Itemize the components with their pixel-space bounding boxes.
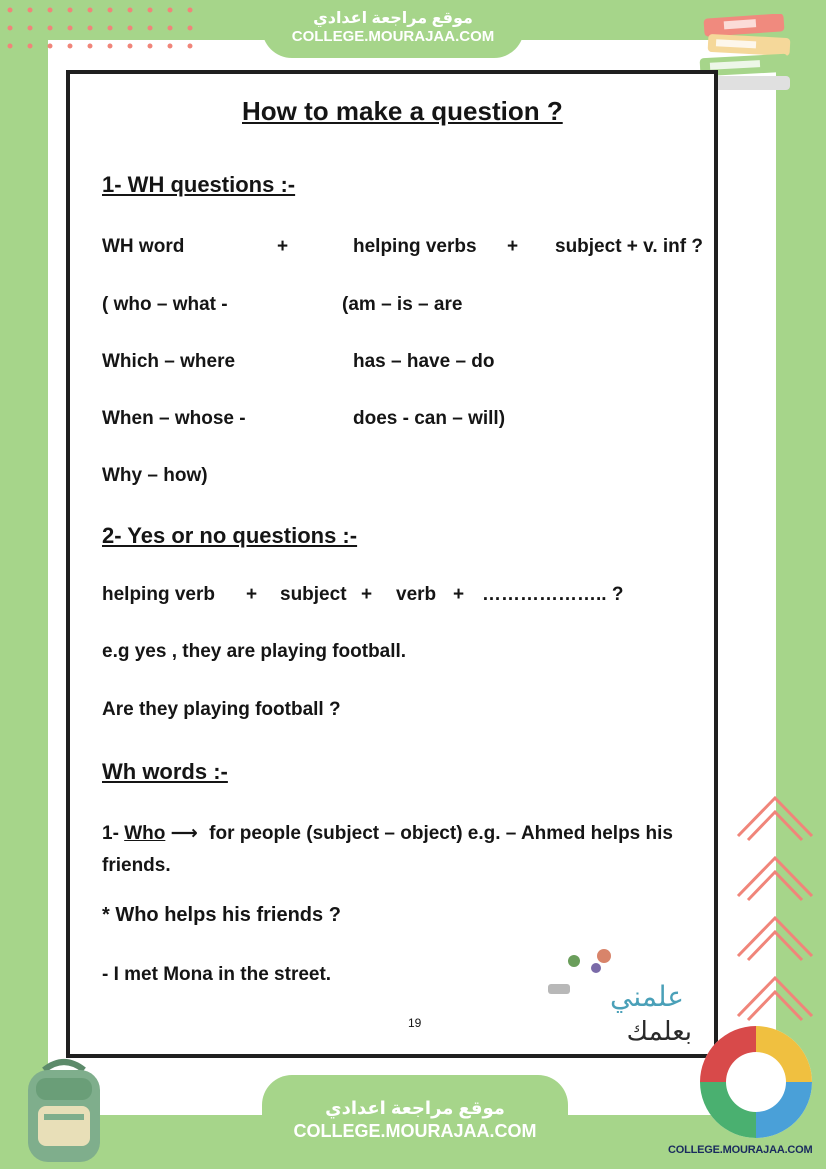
top-banner-url[interactable]: COLLEGE.MOURAJAA.COM bbox=[291, 28, 495, 45]
wh-list-row-1: ( who – what - bbox=[102, 294, 228, 315]
backpack-icon bbox=[14, 1056, 114, 1166]
helping-list-row-2: has – have – do bbox=[353, 351, 495, 372]
logo-text-1: علمني bbox=[610, 980, 684, 1013]
yesno-subject: subject bbox=[280, 584, 347, 605]
who-item bbox=[102, 823, 673, 845]
who-item-prefix: 1- bbox=[102, 823, 125, 844]
subjects-wheel-icon bbox=[694, 1022, 818, 1142]
yesno-blank: ……………….. ? bbox=[482, 584, 624, 605]
who-question: * Who helps his friends ? bbox=[102, 904, 341, 926]
yesno-verb: verb bbox=[396, 584, 437, 605]
helping-list-row-3: does - can – will) bbox=[353, 408, 506, 429]
formula-subject-verb: subject + v. inf ? bbox=[555, 236, 703, 257]
section2-heading: 2- Yes or no questions :- bbox=[102, 523, 358, 548]
decorative-dots bbox=[0, 0, 210, 60]
who-item-text-cont: friends. bbox=[102, 855, 171, 876]
section1-heading: 1- WH questions :- bbox=[102, 172, 296, 197]
section3-heading: Wh words :- bbox=[102, 759, 228, 784]
page-number: 19 bbox=[408, 1016, 422, 1030]
logo-text-2: بعلمك bbox=[626, 1017, 692, 1046]
example-question: Are they playing football ? bbox=[102, 699, 341, 720]
yesno-plus-3: + bbox=[453, 584, 465, 605]
who-item-text: for people (subject – object) e.g. – Ahmed helps his bbox=[209, 823, 673, 844]
wh-list-row-4: Why – how) bbox=[102, 465, 208, 486]
formula-plus-1: + bbox=[277, 236, 289, 257]
formula-wh-word: WH word bbox=[102, 236, 185, 257]
top-banner-arabic: موقع مراجعة اعدادي bbox=[313, 10, 473, 27]
page-title: How to make a question ? bbox=[242, 96, 563, 126]
worksheet-page bbox=[66, 70, 718, 1058]
chevron-up-icons bbox=[730, 788, 820, 1048]
arrow-icon: ⟶ bbox=[170, 823, 198, 844]
yesno-helping-verb: helping verb bbox=[102, 584, 215, 605]
top-banner bbox=[262, 0, 524, 58]
allamni-logo bbox=[544, 946, 704, 1046]
bottom-banner-arabic: موقع مراجعة اعدادي bbox=[325, 1098, 505, 1118]
wh-list-row-3: When – whose - bbox=[102, 408, 246, 429]
bottom-banner bbox=[262, 1075, 568, 1169]
example-answer: e.g yes , they are playing football. bbox=[102, 641, 407, 662]
formula-plus-2: + bbox=[507, 236, 519, 257]
corner-site-label[interactable]: COLLEGE.MOURAJAA.COM bbox=[668, 1144, 813, 1156]
who-word: Who bbox=[124, 823, 166, 844]
yesno-plus-1: + bbox=[246, 584, 258, 605]
helping-list-row-1: (am – is – are bbox=[342, 294, 463, 315]
wh-list-row-2: Which – where bbox=[102, 351, 236, 372]
bottom-banner-url[interactable]: COLLEGE.MOURAJAA.COM bbox=[293, 1121, 537, 1141]
who-example: - I met Mona in the street. bbox=[102, 964, 332, 985]
yesno-plus-2: + bbox=[361, 584, 373, 605]
formula-helping-verbs: helping verbs bbox=[353, 236, 477, 257]
